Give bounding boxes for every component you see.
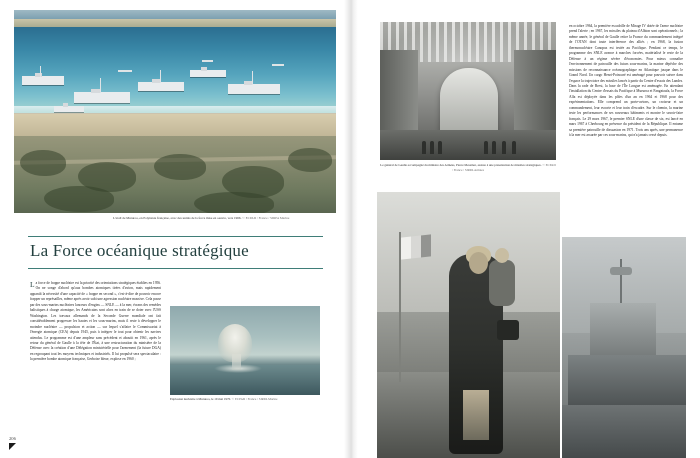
hangar-floor <box>380 130 556 160</box>
vegetation-blob <box>20 150 66 176</box>
page-number-left: 206 <box>9 436 16 441</box>
missile-icon <box>440 68 498 134</box>
ship-icon <box>54 106 84 112</box>
factory-photo-caption <box>380 163 556 172</box>
ship-icon <box>138 82 184 91</box>
woman-legs <box>463 390 489 440</box>
caption-credit: © ECPAD / France / SIRPA Armées <box>452 163 556 172</box>
corner-mark <box>9 443 16 450</box>
child-body <box>489 260 515 306</box>
ship-icon <box>190 70 226 77</box>
ship-icon <box>22 76 64 85</box>
article-body-column <box>30 281 161 365</box>
person-silhouette <box>512 141 516 154</box>
person-silhouette <box>422 141 426 154</box>
water-band <box>562 405 686 458</box>
atoll-mururoa-photo <box>14 10 336 213</box>
ship-mast-icon <box>620 259 622 305</box>
nuclear-test-photo <box>170 306 320 395</box>
vegetation-blob <box>288 148 332 172</box>
french-flag-icon <box>401 234 431 259</box>
caption-credit: © ECPAD / France / SIRPA Marine <box>242 216 290 220</box>
article-paragraph: en octobre 1964, la première escadrille de Mirage IV dotée de l'arme nucléaire prend l'alerte ; en 1967, les missiles du plateau d'Albion sont opérationnels ; la même année, le général de Gaulle retire la France du commandement intégré de l'OTAN dont toute interférence des alliés ; en 1968, la fusion thermonucléaire Canopus est testée au Pacifique. Pendant ce temps, le programme des SNLE avance à marches forcées, matérialisé le reste de la Défense à un régime sévère d'économies. Pour mieux connaître l'environnement de patrouille des futurs sous-marins, la marine dépêche des missions de reconnaissance océanographique en Atlantique jusque dans le Grand Nord. Un cargo Henri-Poincaré est aménagé pour pouvoir suivre dans l'espace la trajectoire des missiles lancés à partir du Centre d'essais des Landes. Dans la rade de Brest, la base de l'Île Longue est aménagée. En attendant l'installation du Centre d'essais du Pacifique à Mururoa et Fangataufa, la Force Alfa est déployée dans les pôles d'un an en 1964 et 1968 pour des expérimentations. Elle comprend un porte-avions, un croiseur et un commandement, leur escorte et leur train d'escadre. Sur le chemin, la marine teste les performances de ses nouveaux bâtiments et montre le savoir-faire français. Le 29 mars 1967, le premier SNLE d'une classe de six, est lancé en mars 1967 à Cherbourg en présence du président de la République. Il entame sa première patrouille de dissuasion en 1971. Trois ans après, une permanence à la mer est assurée par ces sous-marins, qui n'a jamais cessé depuis. <box>569 24 683 138</box>
vegetation-blob <box>154 154 206 180</box>
ship-mast-icon <box>252 71 253 85</box>
woman-head <box>469 252 488 274</box>
small-boat-icon <box>272 64 284 66</box>
caption-credit: © ECPAD / France / SIRPA Marine <box>231 397 278 401</box>
vegetation-blob <box>44 186 114 212</box>
right-body-column <box>569 24 683 141</box>
caption-text: Le général de Gaulle accompagné du ministre des Armées, Pierre Messmer, assiste à une présentation de missiles stratégiques. <box>380 163 542 167</box>
ship-mast-icon <box>160 70 161 83</box>
atoll-photo-caption <box>113 216 338 221</box>
superstructure <box>590 303 656 357</box>
person-silhouette <box>484 141 488 154</box>
lagoon-water <box>14 27 336 113</box>
person-silhouette <box>502 141 506 154</box>
woman-child-quay-photo <box>377 192 560 458</box>
ship-mast-icon <box>40 66 41 77</box>
small-boat-icon <box>202 60 213 62</box>
article-paragraph: La force de frappe nucléaire est la priorité des orientations stratégiques établies en 1956. On ne songe d'abord qu'aux bombes atomiques tirées d'avion, mais rapidement apparaît la nécessité d'une capacité de « frappe en second », c'est-à-dire de pouvoir encore frapper un représailles, même après avoir subi une agression nucléaire massive. Cela passe par des sous-marins nucléaires lanceurs d'engins — SNLE — à la mer, écrans des remèdes balistiques à charge atomique, les Américains sont alors en train de se doter avec l'USS Washington. Les travaux allemands de la Seconde Guerre mondiale ont fait considérablement progresser les hautes et les sous-marins, mais il reste à développer le moindre nucléaire — propulsion et action — sur lequel s'affaire le Commissariat à l'énergie atomique (CEA) depuis 1945, puis à intégrer le tout pour obtenir les navires attendus. Le programme est d'une ampleur sans précédent et aboutit en 1961, après le retour du général de Gaulle à la tête de l'État, à une restructuration du ministère de la Défense avec la création d'une Délégation ministérielle pour l'armement (la future DGA) en regroupant tout les moyens techniques et industriels. Il lui propulsé sera spectaculaire : la première bombe atomique française, Gerboise bleue, explose en 1960 ; <box>30 280 161 362</box>
ship-hull <box>568 355 686 407</box>
person-silhouette <box>492 141 496 154</box>
missile-factory-photo <box>380 22 556 160</box>
radar-icon <box>610 267 632 275</box>
caption-text: Explosion nucléaire à Mururoa, le 19 mai 1970. <box>170 397 231 401</box>
caption-text: L'atoll de Mururoa, en Polynésie française, avec des unités de la force mise en oeuvre, vers 1966. <box>113 216 242 220</box>
handbag-icon <box>497 320 519 340</box>
ship-icon <box>228 84 280 94</box>
title-rule-bottom <box>28 268 323 269</box>
ship-icon <box>74 92 130 103</box>
page-title: La Force océanique stratégique <box>30 241 249 260</box>
title-rule-top <box>28 236 323 237</box>
mushroom-cloud <box>218 324 252 362</box>
person-silhouette <box>430 141 434 154</box>
far-reef-strip <box>14 19 336 27</box>
child-head <box>495 248 509 263</box>
sky-band <box>14 10 336 19</box>
nuclear-photo-caption <box>170 397 320 402</box>
vegetation-blob <box>194 192 274 213</box>
ship-mast-icon <box>100 78 101 93</box>
person-silhouette <box>438 141 442 154</box>
warship-photo <box>562 237 686 458</box>
right-page <box>350 0 700 458</box>
small-boat-icon <box>118 70 132 72</box>
